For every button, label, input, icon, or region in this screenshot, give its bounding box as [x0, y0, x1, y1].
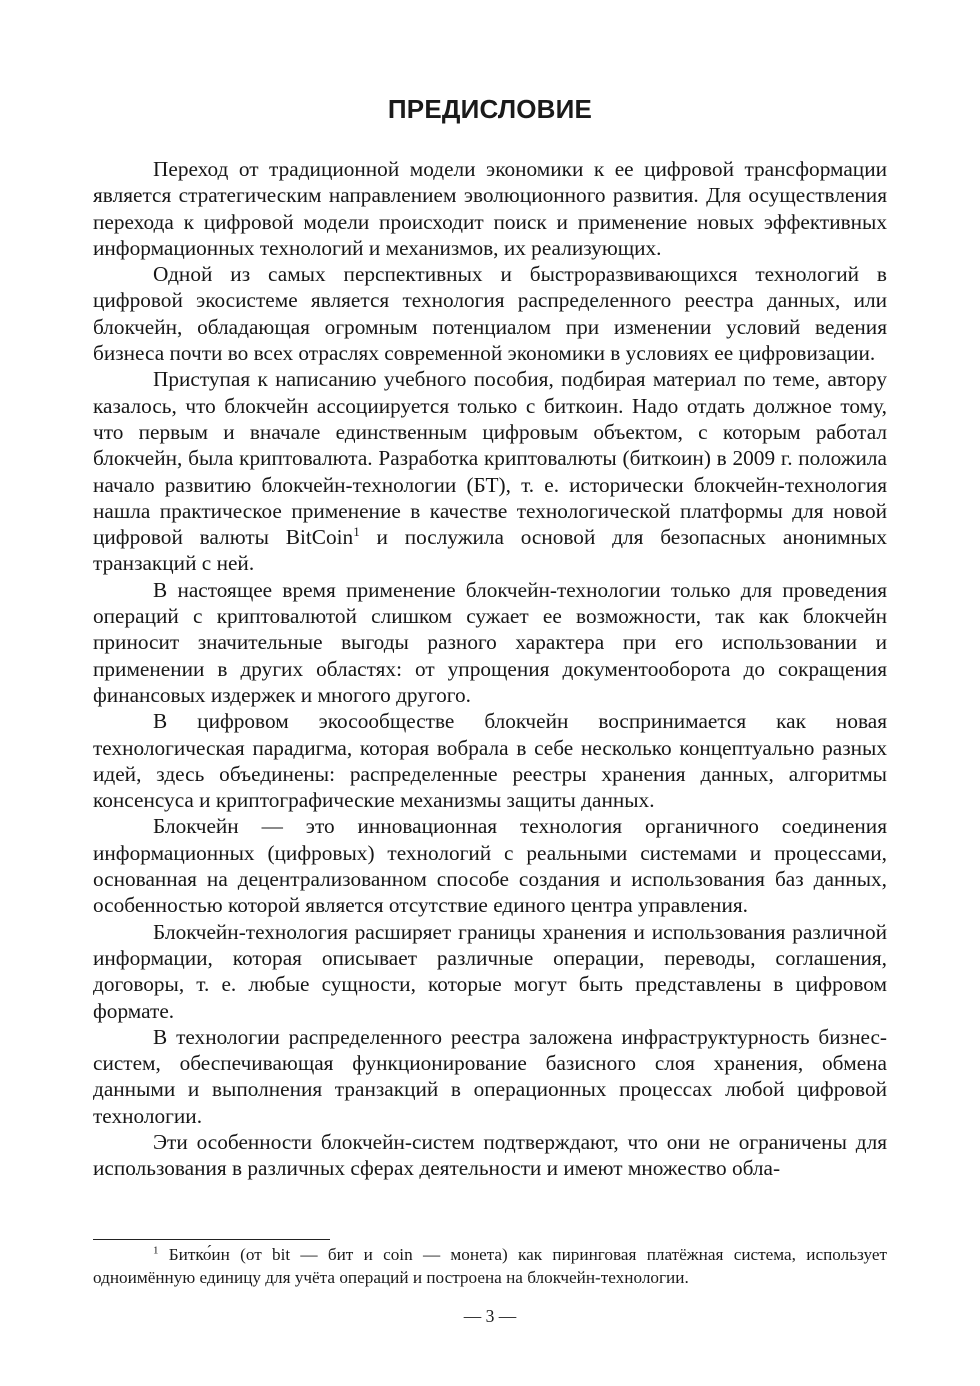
footnote-marker: 1 [153, 1244, 159, 1257]
footnote [93, 1244, 887, 1289]
paragraph: Одной из самых перспективных и быстроразвивающихся технологий в цифровой экосистеме является технология распределенного реестра данных, или блокчейн, обладающая огромным потенциалом при изменении условий ведения бизнеса почти во всех отраслях современной экономики в условиях ее цифровизации. [93, 262, 887, 366]
paragraph: Блокчейн-технология расширяет границы хранения и использования различной информации, которая описывает различные операции, переводы, соглашения, договоры, т. е. любые сущности, которые могут быть представлены в цифровом формате. [93, 919, 887, 1023]
footnote-paragraph [93, 1244, 887, 1289]
paragraph: В цифровом экосообществе блокчейн воспринимается как новая технологическая парадигма, которая вобрала в себе несколько концептуально разных идей, здесь объединены: распределенные реестры хранения данных, алгоритмы консенсуса и криптографические механизмы защиты данных. [93, 709, 887, 813]
paragraph-with-footnote [93, 366, 887, 576]
footnote-text: Битко́ин (от bit — бит и coin — монета) как пиринговая платёжная система, использует одноимённую единицу для учёта операций и построена на блокчейн-технологии. [93, 1245, 887, 1287]
paragraph: Блокчейн — это инновационная технология органичного соединения информационных (цифровых) технологий с реальными системами и процессами, основанная на децентрализованном способе создания и использования баз данных, особенностью которой является отсутствие единого центра управления. [93, 814, 887, 918]
paragraph: Эти особенности блокчейн-систем подтверждают, что они не ограничены для использования в различных сферах деятельности и имеют множество обла- [93, 1129, 887, 1181]
footnote-divider [93, 1239, 330, 1240]
paragraph: В технологии распределенного реестра заложена инфраструктурность бизнес-систем, обеспечивающая функционирование базисного слоя хранения, обмена данными и выполнения транзакций в операционных процессах любой цифровой технологии. [93, 1024, 887, 1128]
footnote-reference[interactable]: 1 [353, 524, 360, 540]
paragraph: Переход от традиционной модели экономики к ее цифровой трансформации является стратегическим направлением эволюционного развития. Для осуществления перехода к цифровой модели происходит поиск и применение новых эффективных информационных технологий и механизмов, их реализующих. [93, 157, 887, 260]
page-number: — 3 — [463, 1306, 517, 1326]
paragraph-text-continued: и послужила основой для безопасных анонимных транзакций с ней. [93, 525, 887, 576]
body-text [93, 156, 887, 1182]
paragraph: В настоящее время применение блокчейн-технологии только для проведения операций с криптовалютой слишком сужает ее возможности, так как блокчейн приносит значительные выгоды разного характера при его использовании и применении в других областях: от упрощения документооборота до сокращения финансовых издержек и многого другого. [93, 577, 887, 707]
page-title: ПРЕДИСЛОВИЕ [387, 94, 593, 124]
paragraph-text: Приступая к написанию учебного пособия, подбирая материал по теме, автору казалось, что блокчейн ассоциируется только с биткоин. Надо отдать должное тому, что первым и вначале единственным цифровым объектом, с которым работал блокчейн, была криптовалюта. Разработка криптовалюты (биткоин) в 2009 г. положила начало развитию блокчейн-технологии (БТ), т. е. исторически блокчейн-технология нашла практическое применение в качестве технологической платформы для новой цифровой валюты BitCoin [93, 367, 887, 550]
